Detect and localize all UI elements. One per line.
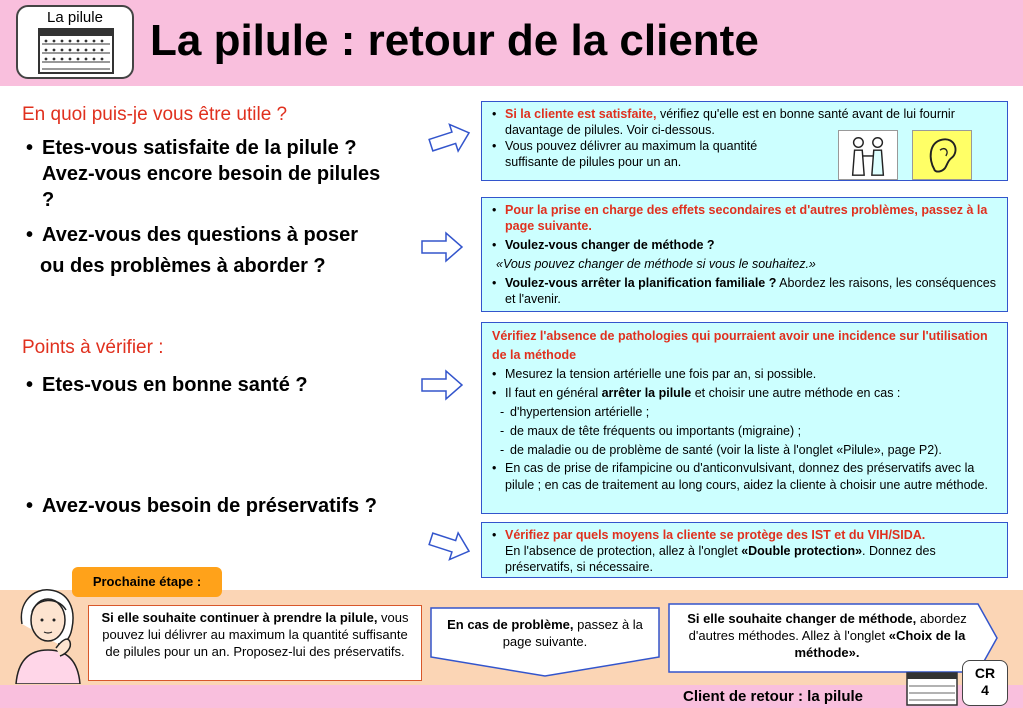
card-problem-text (436, 610, 654, 656)
bullet-dot: • (492, 386, 497, 400)
card-problem[interactable] (430, 607, 660, 677)
question-condoms-text: Avez-vous besoin de préservatifs ? (42, 495, 377, 517)
rifampicin-text: En cas de prise de rifampicine ou d'anticonvulsivant, donnez des préservatifs avec la pilule ; en cas de traitement au long cours, aidez la cliente à choisir une autre méthode. (505, 461, 988, 492)
question-health-text: Etes-vous en bonne santé ? (42, 374, 308, 396)
condition-migraine-text: de maux de tête fréquents ou importants (migraine) ; (510, 424, 802, 438)
heading-how-can-i-help: En quoi puis-je vous être utile ? (22, 104, 288, 125)
calendar-icon (38, 28, 114, 74)
sti-post: . Donnez des préservatifs, si nécessaire. (505, 544, 936, 574)
question-condoms (26, 493, 466, 519)
sti-line2 (492, 543, 999, 575)
box-satisfied-red: Si la cliente est satisfaite, (505, 107, 657, 121)
arrow-icon (428, 528, 472, 562)
bullet-dot: • (492, 203, 497, 217)
arrow-icon (420, 368, 464, 402)
card-change-bold: Si elle souhaite changer de méthode, (687, 611, 917, 626)
change-method-quote: «Vous pouvez changer de méthode si vous le souhaitez.» (496, 257, 816, 271)
bullet-dot: • (492, 367, 497, 381)
page-badge-code: CR (974, 665, 996, 681)
next-step-label: Prochaine étape : (72, 567, 222, 597)
bullet-dot: • (26, 495, 34, 517)
bullet-dot: • (26, 374, 34, 396)
box-health-check (481, 322, 1008, 514)
box-satisfied-rest: vérifiez qu'elle est en bonne santé avant de lui fournir davantage de pilules. Voir ci-dessous. (505, 107, 955, 137)
sti-red: Vérifiez par quels moyens la cliente se protège des IST et du VIH/SIDA. (505, 528, 926, 542)
health-check-line2 (492, 384, 999, 403)
box-side-effects-line2 (492, 237, 999, 253)
card-problem-rest: passez à la page suivante. (502, 617, 643, 649)
doctor-patient-icon (838, 130, 898, 180)
condition-other (492, 441, 999, 460)
bullet-dot: • (492, 528, 497, 542)
bullet-dot: • (492, 139, 497, 153)
page-badge (962, 660, 1008, 706)
sti-pre: En l'absence de protection, allez à l'onglet (505, 544, 742, 558)
question-satisfied (26, 135, 426, 213)
bullet-dot: • (492, 461, 497, 475)
question-problems (26, 222, 446, 279)
box-side-effects-line4 (492, 275, 999, 307)
health-check-line3 (492, 460, 999, 494)
card-continue-pill (88, 605, 422, 681)
sti-line1 (492, 527, 999, 543)
card-change-text (674, 606, 992, 665)
choice-method-link[interactable]: «Choix de la méthode». (794, 628, 966, 660)
method-tab-label: La pilule (47, 9, 103, 26)
double-protection-link[interactable]: «Double protection» (741, 544, 863, 558)
condition-hypertension (492, 403, 999, 422)
ear-icon (912, 130, 972, 180)
heading-points-to-check: Points à vérifier : (22, 337, 164, 358)
card-change-method[interactable] (668, 603, 998, 673)
health-check-line1 (492, 365, 999, 384)
card-problem-bold: En cas de problème, (447, 617, 574, 632)
bullet-dot: • (492, 107, 497, 121)
side-effects-red: Pour la prise en charge des effets secondaires et d'autres problèmes, passez à la page suivante. (505, 203, 988, 233)
footer-title: Client de retour : la pilule (683, 688, 864, 705)
stop-pill-pre: Il faut en général (505, 386, 602, 400)
condition-other-text: de maladie ou de problème de santé (voir la liste à l'onglet «Pilule», page P2). (510, 443, 942, 457)
dash: - (500, 424, 505, 438)
header-band (0, 0, 1023, 86)
stop-pill-post: et choisir une autre méthode en cas : (691, 386, 901, 400)
question-problems-line2: ou des problèmes à aborder ? (40, 255, 326, 277)
stop-fp-question: Voulez-vous arrêter la planification familiale ? (505, 276, 777, 290)
footer-bar (0, 685, 1023, 708)
arrow-icon (428, 122, 472, 156)
box-side-effects-line1 (492, 202, 999, 234)
stop-fp-rest: Abordez les raisons, les conséquences et l'avenir. (505, 276, 996, 306)
box-satisfied-line2 (492, 138, 802, 170)
card-continue-rest: vous pouvez lui délivrer au maximum la quantité suffisante de pilules pour un an. Proposez-lui des préservatifs. (102, 610, 409, 659)
bullet-dot: • (26, 137, 34, 159)
bullet-dot: • (492, 238, 497, 252)
bullet-dot: • (26, 224, 34, 246)
box-sti-protection (481, 522, 1008, 578)
page-badge-number: 4 (981, 682, 989, 698)
box-satisfied-quantity: Vous pouvez délivrer au maximum la quantité suffisante de pilules pour un an. (505, 139, 758, 169)
stop-pill-bold: arrêter la pilule (601, 386, 692, 400)
method-tab[interactable] (16, 5, 134, 79)
box-side-effects (481, 197, 1008, 312)
condition-migraine (492, 422, 999, 441)
condition-hypertension-text: d'hypertension artérielle ; (510, 405, 650, 419)
dash: - (500, 405, 505, 419)
health-check-heading: Vérifiez l'absence de pathologies qui pourraient avoir une incidence sur l'utilisation de la méthode (492, 329, 988, 362)
blood-pressure-text: Mesurez la tension artérielle une fois par an, si possible. (505, 367, 817, 381)
question-health (26, 372, 426, 398)
card-change-mid: abordez d'autres méthodes. Allez à l'onglet (688, 611, 967, 643)
calendar-icon (906, 672, 958, 706)
arrow-icon (420, 230, 464, 264)
change-method-question: Voulez-vous changer de méthode ? (505, 238, 715, 252)
question-satisfied-text: Etes-vous satisfaite de la pilule ? Avez-vous encore besoin de pilules ? (42, 137, 381, 211)
bullet-dot: • (492, 276, 497, 290)
card-continue-bold: Si elle souhaite continuer à prendre la pilule, (101, 610, 378, 625)
question-problems-line1: Avez-vous des questions à poser (42, 224, 359, 246)
woman-thinking-icon (12, 584, 84, 684)
dash: - (500, 443, 505, 457)
page-title: La pilule : retour de la cliente (150, 16, 759, 65)
